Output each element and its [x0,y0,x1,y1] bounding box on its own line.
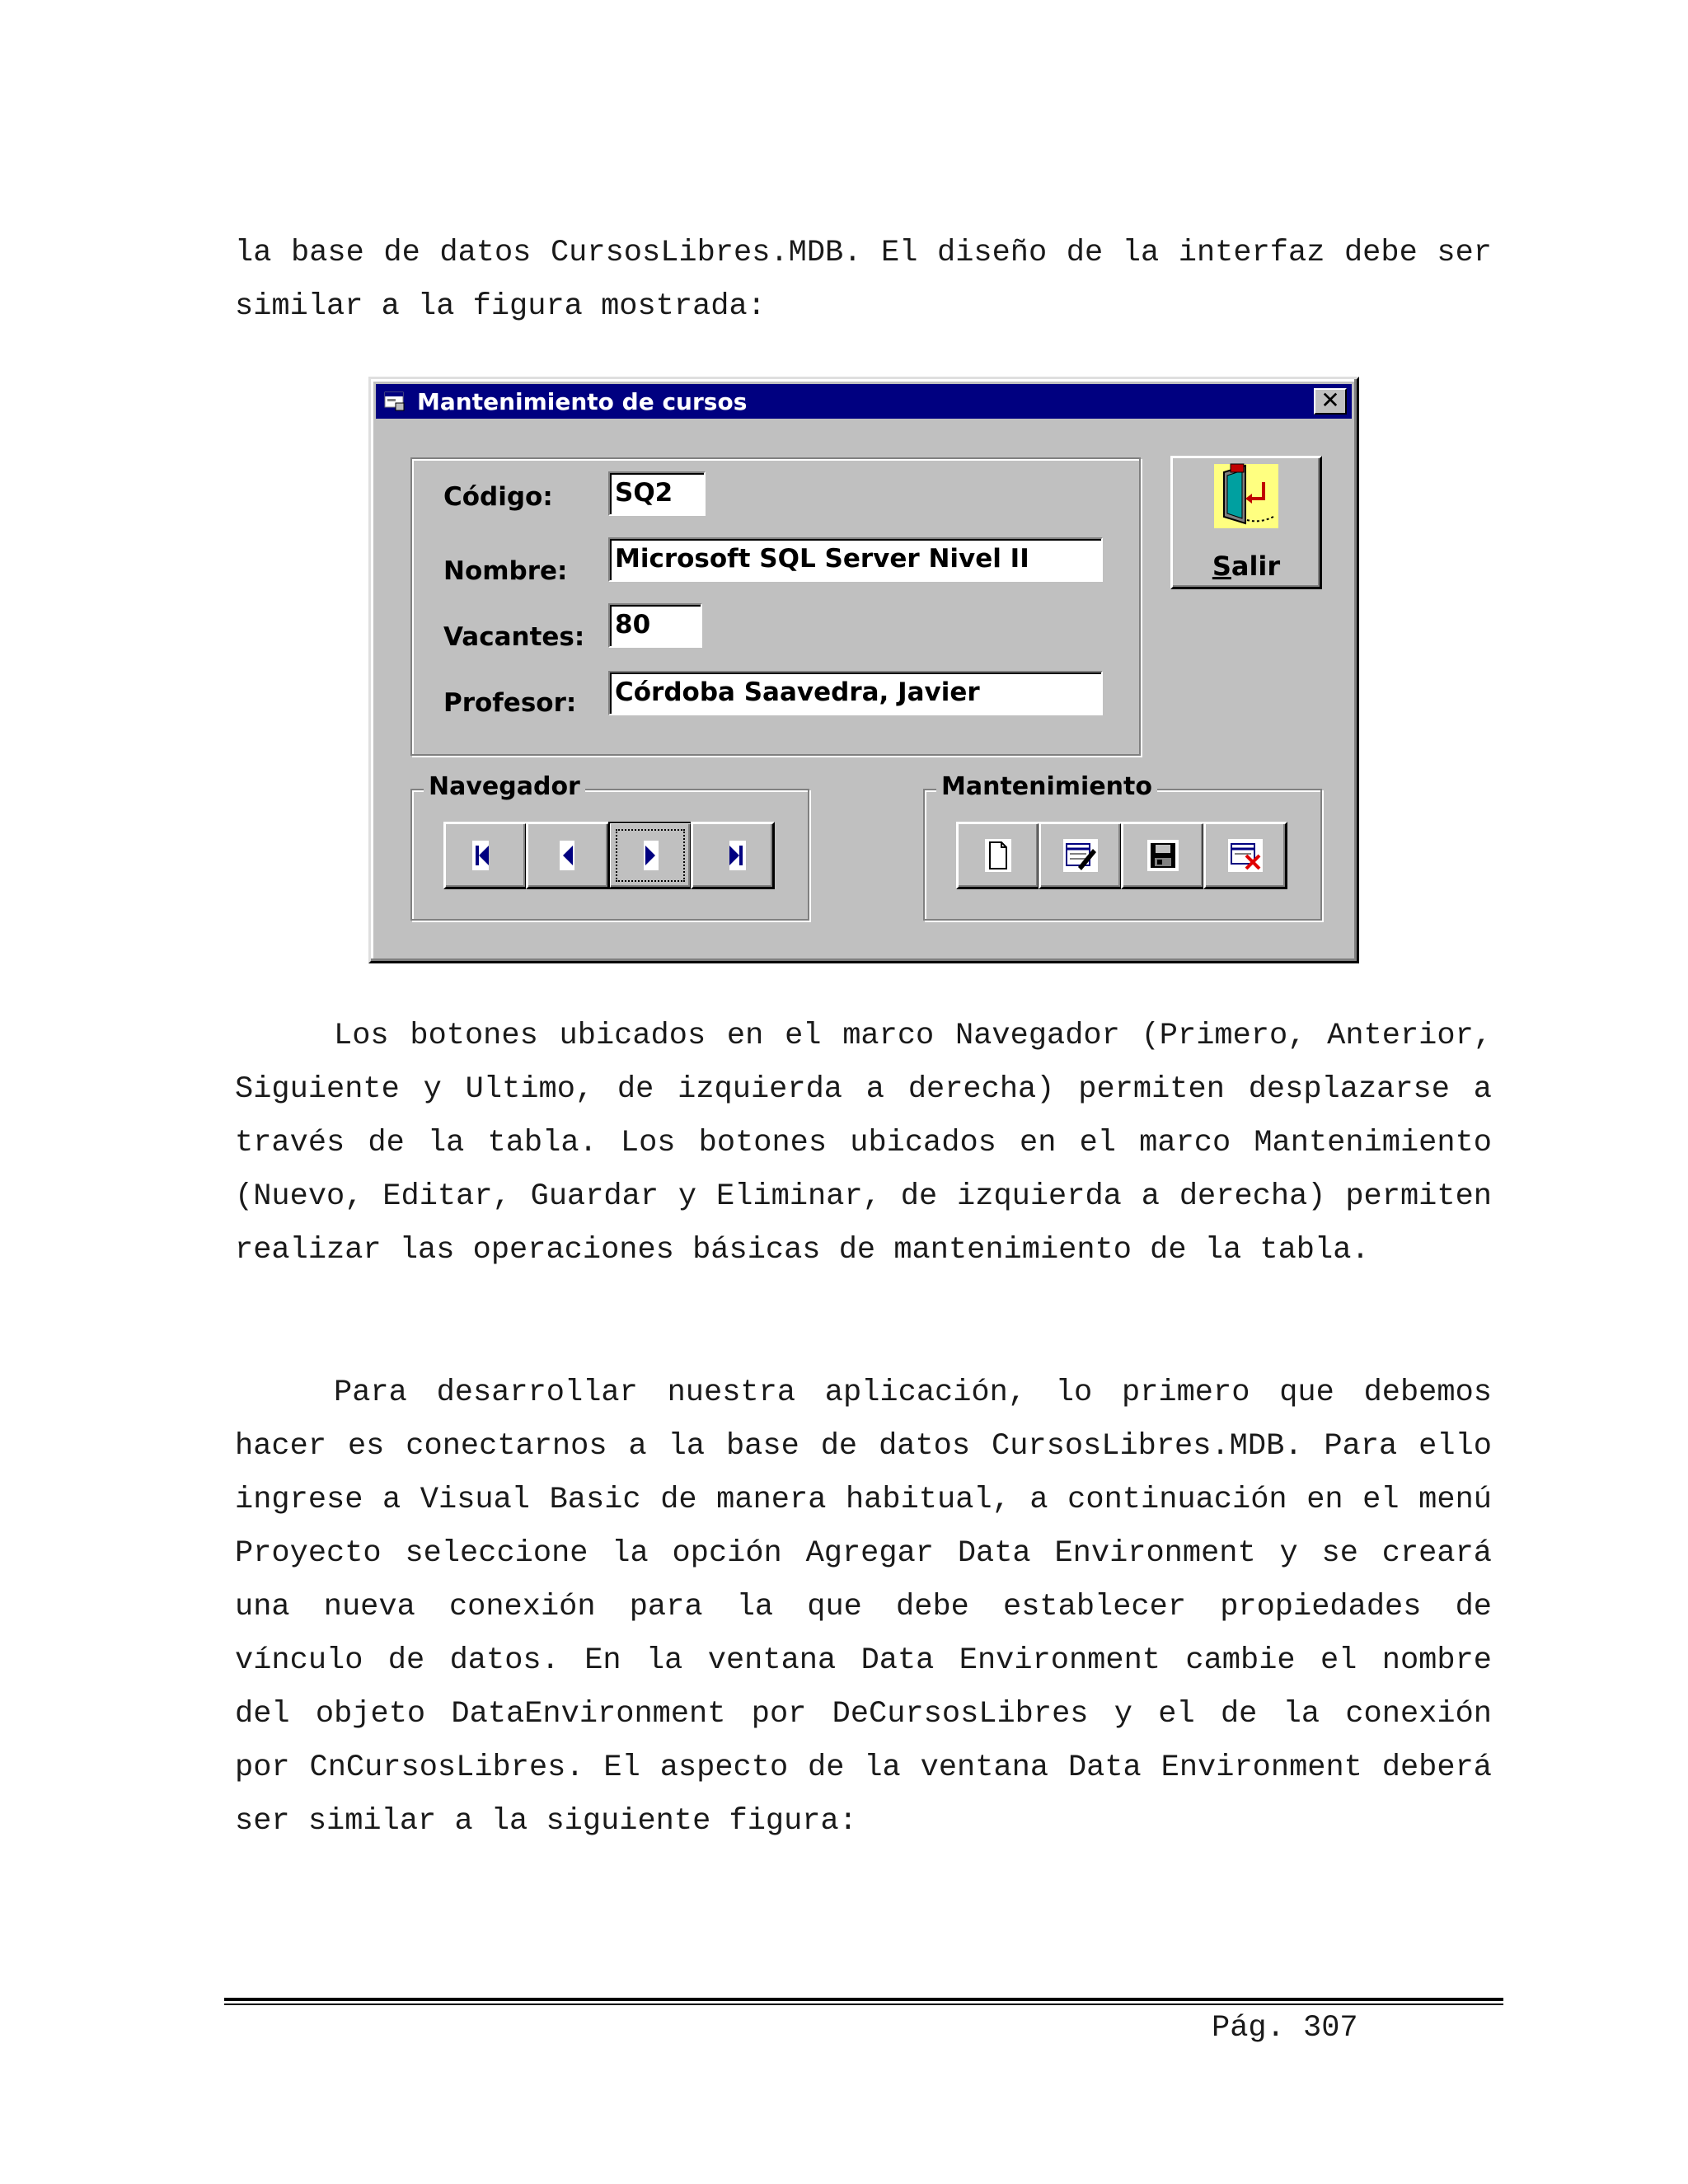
mantenimiento-legend: Mantenimiento [936,772,1157,801]
last-record-icon [716,839,749,872]
mantenimiento-frame [923,772,1322,921]
previous-record-button[interactable] [526,822,610,889]
body-paragraph-desarrollo: Para desarrollar nuestra aplicación, lo primero que debemos hacer es conectarnos a la base de datos CursosLibres.MDB. Para ello ingrese a Visual Basic de manera habitual, a continuación en el menú Proyecto seleccione la opción Agregar Data Environment y se creará una nueva conexión para la que debe establecer propiedades de vínculo de datos. En la ventana Data Environment cambie el nombre del objeto DataEnvironment por DeCursosLibres y el de la conexión por CnCursosLibres. El aspecto de la ventana Data Environment deberá ser similar a la siguiente figura: [235,1376,1492,1839]
delete-record-icon [1226,837,1264,874]
fields-frame [410,457,1141,756]
salir-button[interactable] [1170,456,1322,589]
edit-record-icon [1062,837,1100,874]
profesor-field[interactable]: Córdoba Saavedra, Javier [608,671,1103,715]
vacantes-field[interactable]: 80 [608,603,702,648]
nombre-field[interactable]: Microsoft SQL Server Nivel II [608,537,1103,582]
body-paragraph-botones: Los botones ubicados en el marco Navegador (Primero, Anterior, Siguiente y Ultimo, de izquierda a derecha) permiten desplazarse a través de la tabla. Los botones ubicados en el marco Mantenimiento (Nuevo, Editar, Guardar y Eliminar, de izquierda a derecha) permiten realizar las operaciones básicas de mantenimiento de la tabla. [235,1019,1492,1268]
salir-label: Salir [1212,551,1281,582]
nuevo-button[interactable] [956,822,1040,889]
close-icon: ✕ [1320,387,1340,414]
title-bar[interactable] [376,384,1352,419]
editar-button[interactable] [1039,822,1123,889]
window-title: Mantenimiento de cursos [417,388,748,415]
page-number: Pág. 307 [1212,2011,1358,2046]
next-record-icon [634,839,667,872]
save-floppy-icon [1146,838,1180,873]
footer-rule [224,1998,1503,2001]
new-document-icon [982,837,1015,874]
close-button[interactable] [1314,388,1347,415]
first-record-button[interactable] [443,822,528,889]
codigo-label: Código: [443,482,553,512]
vacantes-label: Vacantes: [443,622,585,652]
first-record-icon [469,839,502,872]
navegador-legend: Navegador [424,772,585,801]
mantenimiento-cursos-window [368,377,1359,963]
intro-paragraph: la base de datos CursosLibres.MDB. El diseño de la interfaz debe ser similar a la figura mostrada: [235,236,1492,324]
form-icon [384,391,406,411]
exit-door-icon [1212,462,1280,530]
next-record-button[interactable] [608,822,692,889]
navegador-frame [410,772,809,921]
previous-record-icon [551,839,584,872]
codigo-field[interactable]: SQ2 [608,471,706,516]
guardar-button[interactable] [1121,822,1205,889]
profesor-label: Profesor: [443,688,577,718]
nombre-label: Nombre: [443,556,568,586]
eliminar-button[interactable] [1203,822,1287,889]
footer-rule-thin [224,2004,1503,2005]
last-record-button[interactable] [691,822,775,889]
